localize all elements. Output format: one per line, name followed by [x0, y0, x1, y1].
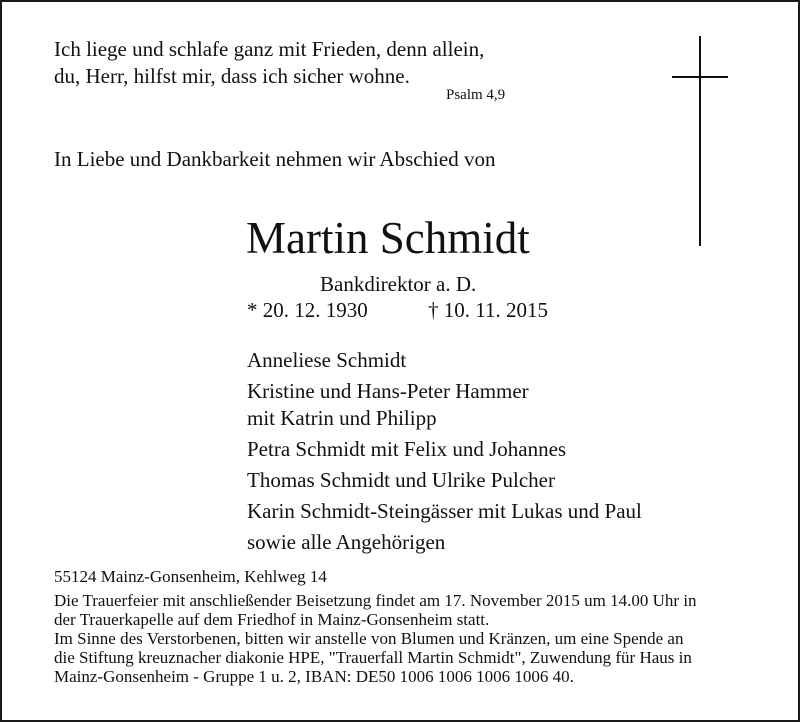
mourner-entry: Anneliese Schmidt: [247, 348, 407, 372]
mourner-entry: Petra Schmidt mit Felix und Johannes: [247, 437, 567, 461]
deceased-title: Bankdirektor a. D.: [320, 272, 477, 296]
mourner-entry: mit Katrin und Philipp: [247, 406, 437, 430]
mourner-entry: Thomas Schmidt und Ulrike Pulcher: [247, 468, 555, 492]
deceased-name: Martin Schmidt: [246, 213, 530, 263]
notes-line-4: die Stiftung kreuznacher diakonie HPE, "Trauerfall Martin Schmidt", Zuwendung für Haus in: [54, 648, 692, 667]
notes-line-2: der Trauerkapelle auf dem Friedhof in Mainz-Gonsenheim statt.: [54, 610, 490, 629]
bible-verse: [54, 36, 484, 90]
verse-line-2: du, Herr, hilfst mir, dass ich sicher wohne.: [54, 64, 410, 88]
birth-date: * 20. 12. 1930: [247, 298, 368, 322]
mourners-list: [247, 347, 642, 556]
family-address: 55124 Mainz-Gonsenheim, Kehlweg 14: [54, 567, 327, 586]
death-date: † 10. 11. 2015: [428, 298, 548, 322]
farewell-intro: In Liebe und Dankbarkeit nehmen wir Abschied von: [54, 147, 496, 171]
mourner-entry: Karin Schmidt-Steingässer mit Lukas und Paul: [247, 499, 642, 523]
verse-line-1: Ich liege und schlafe ganz mit Frieden, denn allein,: [54, 37, 485, 61]
notes-line-3: Im Sinne des Verstorbenen, bitten wir anstelle von Blumen und Kränzen, um eine Spende an: [54, 629, 684, 648]
verse-reference: Psalm 4,9: [446, 87, 506, 103]
ceremony-notes: [54, 591, 697, 686]
mourner-entry: sowie alle Angehörigen: [247, 530, 446, 554]
cross-icon: [672, 36, 728, 246]
notes-line-1: Die Trauerfeier mit anschließender Beisetzung findet am 17. November 2015 um 14.00 Uhr in: [54, 591, 697, 610]
notes-line-5: Mainz-Gonsenheim - Gruppe 1 u. 2, IBAN: DE50 1006 1006 1006 1006 40.: [54, 667, 574, 686]
mourner-entry: Kristine und Hans-Peter Hammer: [247, 379, 529, 403]
